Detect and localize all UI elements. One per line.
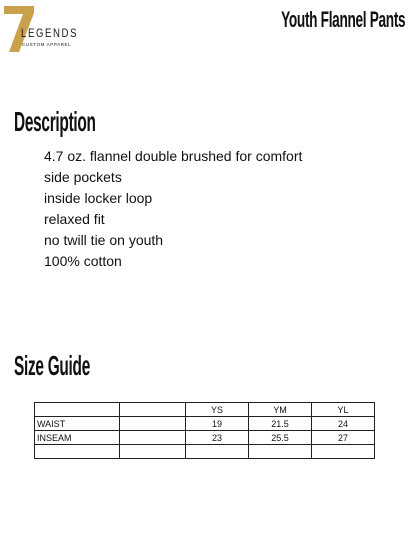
row-label: WAIST <box>35 417 120 431</box>
table-cell: 23 <box>186 431 249 445</box>
brand-logo <box>4 4 79 54</box>
table-header-row <box>35 403 375 417</box>
description-heading: Description <box>14 106 96 137</box>
page-title: Youth Flannel Pants <box>280 7 405 32</box>
header-cell-ys: YS <box>186 403 249 417</box>
table-cell: 21.5 <box>249 417 312 431</box>
header-cell <box>35 403 120 417</box>
table-row <box>35 445 375 459</box>
list-item: inside locker loop <box>44 190 153 206</box>
description-list <box>44 146 302 272</box>
table-cell: 27 <box>312 431 375 445</box>
header-cell-ym: YM <box>249 403 312 417</box>
list-item: relaxed fit <box>44 211 105 227</box>
list-item: side pockets <box>44 169 122 185</box>
row-label <box>35 445 120 459</box>
logo-word: LEGENDS <box>21 26 79 40</box>
table-cell <box>120 431 186 445</box>
size-guide-heading: Size Guide <box>14 350 90 381</box>
list-item: 100% cotton <box>44 253 122 269</box>
table-cell <box>120 417 186 431</box>
table-row <box>35 431 375 445</box>
table-cell <box>312 445 375 459</box>
size-guide-table <box>34 402 375 459</box>
logo-tagline: CUSTOM APPAREL <box>22 42 72 47</box>
table-cell <box>186 445 249 459</box>
table-cell: 19 <box>186 417 249 431</box>
table-cell <box>249 445 312 459</box>
header-cell <box>120 403 186 417</box>
header-cell-yl: YL <box>312 403 375 417</box>
table-cell: 24 <box>312 417 375 431</box>
table-row <box>35 417 375 431</box>
table-cell: 25.5 <box>249 431 312 445</box>
row-label: INSEAM <box>35 431 120 445</box>
list-item: 4.7 oz. flannel double brushed for comfort <box>44 148 303 164</box>
list-item: no twill tie on youth <box>44 232 164 248</box>
table-cell <box>120 445 186 459</box>
